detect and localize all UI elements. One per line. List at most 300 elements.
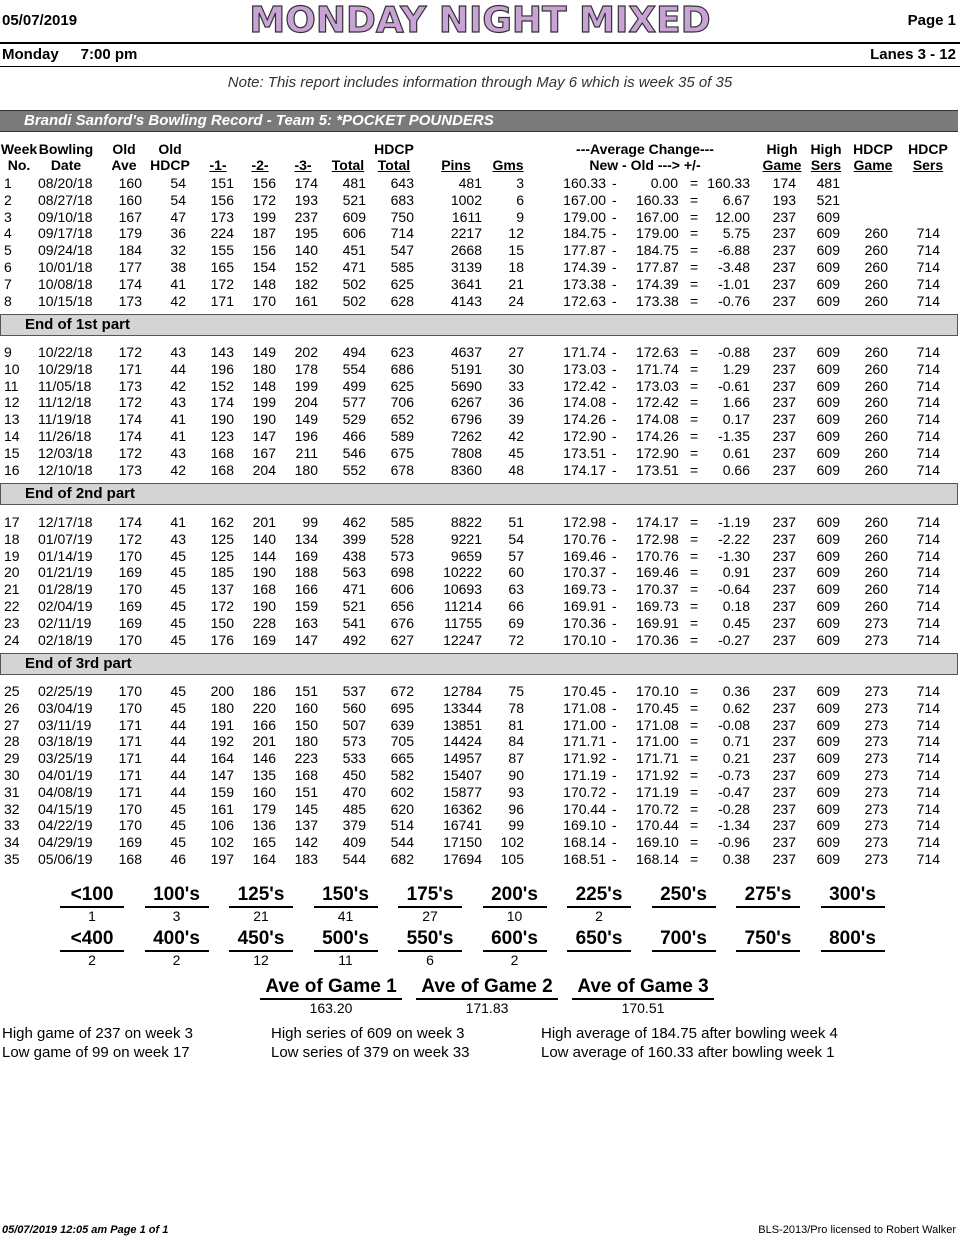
table-cell: 714 — [916, 800, 940, 817]
table-cell: 183 — [294, 851, 318, 867]
table-cell: 172 — [118, 444, 142, 461]
table-cell: 514 — [390, 817, 414, 834]
table-cell: 105 — [500, 851, 524, 867]
table-cell: 190 — [210, 411, 234, 428]
table-cell: 174 — [210, 394, 234, 411]
equals-sign: = — [690, 631, 699, 648]
table-cell: 260 — [864, 377, 888, 394]
table-cell: 237 — [772, 360, 796, 377]
table-row — [0, 209, 960, 226]
table-cell: 174.39 — [563, 259, 606, 275]
table-cell: 609 — [816, 783, 840, 800]
equals-sign: = — [690, 800, 699, 817]
equals-sign: = — [690, 191, 699, 208]
game-average-label: Ave of Game 1 — [260, 976, 402, 1000]
table-cell: 45 — [170, 683, 186, 699]
low-series-stat: Low series of 379 on week 33 — [271, 1044, 470, 1061]
table-cell: 36 — [170, 225, 186, 242]
table-cell: 5 — [4, 242, 12, 259]
equals-sign: = — [690, 817, 699, 834]
table-cell: 237 — [772, 242, 796, 259]
table-cell: 170.76 — [636, 547, 679, 564]
table-cell: 273 — [864, 614, 888, 631]
equals-sign: = — [690, 851, 699, 867]
table-cell: 16362 — [443, 800, 482, 817]
equals-sign: = — [690, 377, 699, 394]
table-cell: 0.91 — [722, 564, 750, 581]
table-cell: 609 — [816, 275, 840, 292]
table-cell: 609 — [816, 564, 840, 581]
table-cell: 609 — [816, 461, 840, 478]
table-cell: 223 — [294, 750, 318, 767]
table-cell: 99 — [302, 514, 318, 530]
table-row — [0, 225, 960, 242]
table-cell: 27 — [508, 344, 524, 360]
minus-sign: - — [612, 699, 617, 716]
table-cell: 42 — [170, 461, 186, 478]
table-cell: 8 — [4, 292, 12, 309]
table-cell: 678 — [390, 461, 414, 478]
table-cell: 174.08 — [636, 411, 679, 428]
table-cell: 273 — [864, 683, 888, 699]
minus-sign: - — [612, 344, 617, 360]
table-cell: -6.88 — [718, 242, 750, 259]
table-cell: 0.61 — [722, 444, 750, 461]
table-cell: 609 — [816, 733, 840, 750]
table-cell: 72 — [508, 631, 524, 648]
table-cell: 260 — [864, 360, 888, 377]
table-cell: 466 — [342, 428, 366, 444]
table-cell: 171 — [118, 783, 142, 800]
table-cell: 9221 — [450, 530, 482, 547]
table-cell: 15407 — [443, 767, 482, 783]
table-cell: 499 — [342, 377, 366, 394]
record-title-bar — [0, 110, 958, 132]
equals-sign: = — [690, 394, 699, 411]
equals-sign: = — [690, 225, 699, 242]
table-cell: 04/01/19 — [38, 767, 93, 783]
table-cell: 160 — [118, 175, 142, 191]
table-cell: 145 — [294, 800, 318, 817]
table-cell: 168 — [252, 581, 276, 598]
table-cell: 273 — [864, 716, 888, 733]
minus-sign: - — [612, 175, 617, 191]
table-cell: 6267 — [450, 394, 482, 411]
table-cell: 237 — [772, 750, 796, 767]
table-cell: 573 — [342, 733, 366, 750]
table-cell: 168.51 — [563, 851, 606, 867]
table-cell: 260 — [864, 547, 888, 564]
table-cell: 11755 — [444, 614, 482, 631]
table-row — [0, 581, 960, 598]
table-cell: 237 — [772, 817, 796, 834]
table-cell: 609 — [816, 800, 840, 817]
minus-sign: - — [612, 547, 617, 564]
table-cell: 45 — [170, 834, 186, 851]
table-cell: 03/18/19 — [38, 733, 93, 750]
minus-sign: - — [612, 377, 617, 394]
part-divider-label: End of 1st part — [25, 316, 131, 333]
table-cell: 379 — [342, 817, 366, 834]
table-row — [0, 632, 960, 649]
table-cell: 714 — [916, 683, 940, 699]
table-cell: 05/06/19 — [38, 851, 93, 867]
table-cell: 171 — [118, 360, 142, 377]
table-cell: 672 — [390, 683, 414, 699]
table-cell: 44 — [170, 767, 186, 783]
table-cell: 6796 — [450, 411, 482, 428]
table-cell: 66 — [508, 598, 524, 614]
table-cell: 609 — [816, 225, 840, 242]
table-cell: 609 — [816, 514, 840, 530]
table-cell: 273 — [864, 834, 888, 851]
table-cell: 179 — [118, 225, 142, 242]
table-cell: 170.45 — [636, 699, 679, 716]
table-cell: 167 — [252, 444, 276, 461]
table-cell: 21 — [508, 275, 524, 292]
table-cell: 44 — [170, 733, 186, 750]
col-gms: Gms — [492, 157, 524, 173]
table-cell: -1.30 — [718, 547, 750, 564]
table-cell: 60 — [508, 564, 524, 581]
game-range-count: 1 — [88, 908, 96, 924]
table-cell: 714 — [916, 547, 940, 564]
table-cell: 170.45 — [563, 683, 606, 699]
table-cell: 155 — [210, 242, 234, 259]
table-cell: 237 — [772, 394, 796, 411]
table-cell: 529 — [342, 411, 366, 428]
table-cell: 160 — [252, 783, 276, 800]
table-cell: 179.00 — [636, 225, 679, 242]
table-cell: 14 — [4, 428, 20, 444]
table-cell: 623 — [390, 344, 414, 360]
table-cell: 11214 — [444, 598, 482, 614]
table-cell: 176 — [210, 631, 234, 648]
table-cell: 41 — [170, 411, 186, 428]
table-cell: 714 — [916, 394, 940, 411]
table-cell: 273 — [864, 800, 888, 817]
table-cell: 54 — [170, 175, 186, 191]
table-cell: 172 — [252, 191, 276, 208]
table-cell: 683 — [390, 191, 414, 208]
table-cell: 705 — [390, 733, 414, 750]
table-cell: 45 — [170, 581, 186, 598]
table-row — [0, 834, 960, 851]
table-cell: 16741 — [443, 817, 482, 834]
table-cell: 609 — [816, 547, 840, 564]
table-cell: 12/10/18 — [38, 461, 93, 478]
table-cell: 8360 — [450, 461, 482, 478]
equals-sign: = — [690, 564, 699, 581]
table-cell: 168 — [210, 444, 234, 461]
table-cell: 170 — [118, 800, 142, 817]
table-cell: 123 — [210, 428, 234, 444]
minus-sign: - — [612, 767, 617, 783]
table-cell: 625 — [390, 377, 414, 394]
table-cell: 57 — [508, 547, 524, 564]
table-cell: 45 — [170, 800, 186, 817]
table-cell: 204 — [294, 394, 318, 411]
table-cell: 137 — [294, 817, 318, 834]
table-cell: 172.98 — [563, 514, 606, 530]
table-cell: 170.10 — [636, 683, 679, 699]
table-cell: 135 — [252, 767, 276, 783]
table-cell: 544 — [390, 834, 414, 851]
table-cell: 451 — [342, 242, 366, 259]
table-cell: 714 — [916, 428, 940, 444]
minus-sign: - — [612, 733, 617, 750]
table-cell: 686 — [390, 360, 414, 377]
table-cell: 45 — [170, 598, 186, 614]
table-cell: 167.00 — [563, 191, 606, 208]
table-cell: 11 — [4, 377, 19, 394]
table-cell: 170.10 — [563, 631, 606, 648]
table-cell: 147 — [294, 631, 318, 648]
table-cell: 211 — [295, 444, 318, 461]
table-cell: 438 — [342, 547, 366, 564]
table-cell: 164 — [210, 750, 234, 767]
table-cell: 19 — [4, 547, 20, 564]
equals-sign: = — [690, 834, 699, 851]
table-cell: 237 — [772, 547, 796, 564]
table-cell: 237 — [772, 564, 796, 581]
table-cell: 174.17 — [563, 461, 606, 478]
table-cell: 714 — [916, 411, 940, 428]
table-cell: 485 — [342, 800, 366, 817]
table-cell: 9 — [4, 344, 12, 360]
game-range-label: 250's — [652, 884, 716, 908]
table-cell: 174.17 — [636, 514, 679, 530]
table-cell: 17 — [4, 514, 20, 530]
table-cell: 609 — [816, 834, 840, 851]
table-cell: 31 — [4, 783, 20, 800]
table-cell: 195 — [294, 225, 318, 242]
part-divider-label: End of 3rd part — [25, 655, 132, 672]
equals-sign: = — [690, 344, 699, 360]
table-cell: 470 — [342, 783, 366, 800]
table-cell: 81 — [508, 716, 524, 733]
table-cell: 173 — [210, 208, 234, 225]
table-cell: 537 — [342, 683, 366, 699]
table-cell: 714 — [916, 514, 940, 530]
equals-sign: = — [690, 175, 699, 191]
table-cell: 167.00 — [636, 208, 679, 225]
table-cell: 192 — [210, 733, 234, 750]
table-cell: 609 — [816, 377, 840, 394]
table-cell: 237 — [772, 683, 796, 699]
table-cell: 0.38 — [722, 851, 750, 867]
game-average-value: 171.83 — [465, 1000, 509, 1016]
table-cell: 39 — [508, 411, 524, 428]
table-cell: 1.66 — [722, 394, 750, 411]
table-cell: 170.72 — [563, 783, 606, 800]
table-cell: 609 — [816, 259, 840, 275]
table-cell: 237 — [772, 461, 796, 478]
table-cell: 547 — [390, 242, 414, 259]
table-cell: 0.71 — [722, 733, 750, 750]
table-cell: 04/29/19 — [38, 834, 93, 851]
report-date: 05/07/2019 — [2, 12, 78, 29]
session-day: Monday — [2, 46, 59, 63]
col-old-hdcp: Old HDCP — [150, 141, 190, 173]
table-cell: 4143 — [450, 292, 482, 309]
game-average-label: Ave of Game 2 — [416, 976, 558, 1000]
table-cell: 30 — [508, 360, 524, 377]
table-cell: 154 — [252, 259, 276, 275]
low-game-stat: Low game of 99 on week 17 — [2, 1044, 190, 1061]
game-range-count: 10 — [506, 908, 523, 924]
table-cell: 10/22/18 — [38, 344, 93, 360]
table-cell: 609 — [816, 851, 840, 867]
table-cell: 150 — [294, 716, 318, 733]
table-cell: 714 — [916, 834, 940, 851]
table-cell: 172 — [210, 275, 234, 292]
table-cell: 160 — [118, 191, 142, 208]
col-high-game: High Game — [762, 141, 802, 173]
table-cell: 201 — [252, 733, 276, 750]
game-range-count: 3 — [172, 908, 181, 924]
table-cell: 02/25/19 — [38, 683, 93, 699]
col-high-sers: High Sers — [810, 141, 842, 173]
table-cell: 23 — [4, 614, 20, 631]
table-cell: 502 — [342, 292, 366, 309]
table-row — [0, 276, 960, 293]
table-cell: 609 — [816, 360, 840, 377]
table-cell: 0.66 — [722, 461, 750, 478]
table-row — [0, 428, 960, 445]
table-cell: 0.62 — [722, 699, 750, 716]
table-cell: 24 — [508, 292, 524, 309]
table-cell: 220 — [252, 699, 276, 716]
table-cell: 87 — [508, 750, 524, 767]
table-cell: 125 — [210, 530, 234, 547]
table-cell: 147 — [210, 767, 234, 783]
equals-sign: = — [690, 360, 699, 377]
series-range-label: 650's — [567, 928, 631, 952]
table-cell: 171.92 — [636, 767, 679, 783]
table-cell: 199 — [252, 208, 276, 225]
table-cell: 90 — [508, 767, 524, 783]
table-cell: 01/28/19 — [38, 581, 93, 598]
table-cell: 136 — [252, 817, 276, 834]
table-cell: 03/25/19 — [38, 750, 93, 767]
part-divider — [0, 653, 958, 675]
table-cell: 2217 — [450, 225, 482, 242]
table-cell: 38 — [170, 259, 186, 275]
table-cell: -1.34 — [718, 817, 750, 834]
table-row — [0, 733, 960, 750]
table-cell: 184 — [118, 242, 142, 259]
series-range-label: 800's — [821, 928, 885, 952]
equals-sign: = — [690, 733, 699, 750]
table-cell: 29 — [4, 750, 20, 767]
table-cell: 675 — [390, 444, 414, 461]
table-cell: 237 — [772, 699, 796, 716]
table-cell: 45 — [508, 444, 524, 461]
table-cell: 714 — [916, 530, 940, 547]
table-cell: 502 — [342, 275, 366, 292]
equals-sign: = — [690, 614, 699, 631]
table-cell: 41 — [170, 428, 186, 444]
table-cell: 606 — [342, 225, 366, 242]
table-cell: 137 — [210, 581, 234, 598]
table-cell: 173.51 — [636, 461, 679, 478]
table-cell: 533 — [342, 750, 366, 767]
table-cell: 1 — [4, 175, 12, 191]
table-cell: 609 — [816, 699, 840, 716]
minus-sign: - — [612, 564, 617, 581]
table-cell: 187 — [252, 225, 276, 242]
table-cell: 151 — [294, 783, 318, 800]
table-cell: 42 — [170, 377, 186, 394]
minus-sign: - — [612, 683, 617, 699]
equals-sign: = — [690, 683, 699, 699]
table-row — [0, 851, 960, 868]
table-cell: 180 — [252, 360, 276, 377]
lanes-info: Lanes 3 - 12 — [870, 46, 956, 63]
table-cell: 714 — [916, 598, 940, 614]
table-cell: 201 — [252, 514, 276, 530]
table-cell: 0.45 — [722, 614, 750, 631]
table-cell: 172 — [118, 344, 142, 360]
table-cell: -1.35 — [718, 428, 750, 444]
table-cell: 682 — [390, 851, 414, 867]
table-cell: 602 — [390, 783, 414, 800]
table-cell: 12.00 — [714, 208, 750, 225]
table-cell: 171.19 — [563, 767, 606, 783]
table-cell: 164 — [252, 851, 276, 867]
table-cell: 54 — [170, 191, 186, 208]
table-cell: -1.19 — [718, 514, 750, 530]
table-cell: 168 — [118, 851, 142, 867]
table-cell: 609 — [816, 444, 840, 461]
table-cell: 170.44 — [563, 800, 606, 817]
table-cell: 11/05/18 — [38, 377, 92, 394]
table-cell: 36 — [508, 394, 524, 411]
table-cell: 169.73 — [636, 598, 679, 614]
table-cell: 180 — [294, 461, 318, 478]
series-range-count: 2 — [88, 952, 96, 968]
table-cell: 18 — [4, 530, 20, 547]
game-range-label: 200's — [483, 884, 547, 908]
table-cell: 609 — [816, 428, 840, 444]
table-cell: 170 — [118, 581, 142, 598]
table-cell: 84 — [508, 733, 524, 750]
table-cell: 172 — [118, 530, 142, 547]
page-number: Page 1 — [907, 12, 956, 29]
equals-sign: = — [690, 411, 699, 428]
table-cell: -0.08 — [718, 716, 750, 733]
table-row — [0, 175, 960, 192]
series-range-label: 600's — [483, 928, 547, 952]
table-cell: 260 — [864, 461, 888, 478]
minus-sign: - — [612, 716, 617, 733]
table-cell: 197 — [210, 851, 234, 867]
table-cell: 160 — [294, 699, 318, 716]
table-cell: 521 — [342, 191, 366, 208]
table-cell: 172.90 — [563, 428, 606, 444]
table-cell: 3641 — [450, 275, 482, 292]
table-cell: -0.76 — [718, 292, 750, 309]
table-cell: 609 — [816, 767, 840, 783]
table-cell: 51 — [508, 514, 524, 530]
table-cell: 171 — [118, 733, 142, 750]
table-cell: 237 — [772, 834, 796, 851]
minus-sign: - — [612, 411, 617, 428]
minus-sign: - — [612, 514, 617, 530]
table-cell: 260 — [864, 564, 888, 581]
table-cell: 237 — [772, 614, 796, 631]
